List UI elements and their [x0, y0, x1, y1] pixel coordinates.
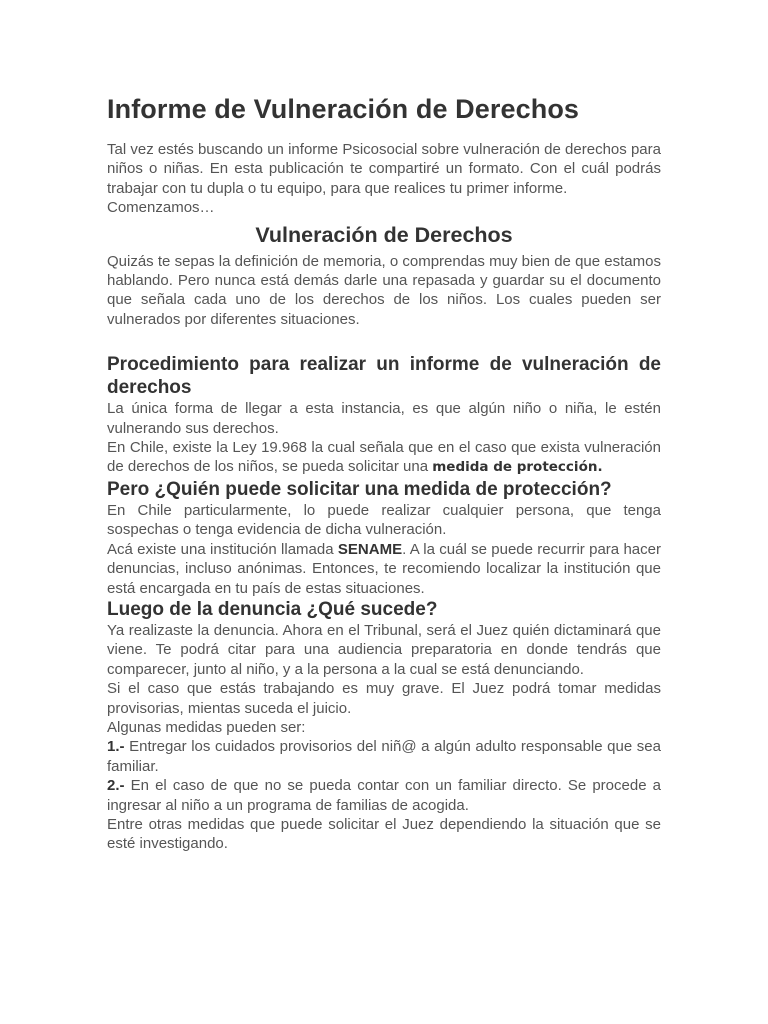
denuncia-paragraph-4: Entre otras medidas que puede solicitar el Juez dependiendo la situación que se esté investigando.: [107, 815, 661, 853]
list-item-text: En el caso de que no se pueda contar con un familiar directo. Se procede a ingresar al niño a un programa de familias de acogida.: [107, 777, 661, 814]
section-heading-procedimiento: Procedimiento para realizar un informe de vulneración de derechos: [107, 354, 661, 399]
section-vulneracion-paragraph: Quizás te sepas la definición de memoria, o comprendas muy bien de que estamos hablando. Pero nunca está demás darle una repasada y guardar su el documento que señala cada uno de los derechos de los niños. Los cuales pueden ser vulnerados por diferentes situaciones.: [107, 252, 661, 328]
intro-paragraph: Tal vez estés buscando un informe Psicosocial sobre vulneración de derechos para niños o niñas. En esta publicación te compartiré un formato. Con el cuál podrás trabajar con tu dupla o tu equipo, para que realices tu primer informe.: [107, 141, 661, 197]
quien-puede-paragraph-1: En Chile particularmente, lo puede realizar cualquier persona, que tenga sospechas o tenga evidencia de dicha vulneración.: [107, 501, 661, 539]
list-item-number: 1.-: [107, 738, 125, 756]
list-item-text: Entregar los cuidados provisorios del niñ@ a algún adulto responsable que sea familiar.: [107, 738, 661, 775]
section-heading-quien-puede: Pero ¿Quién puede solicitar una medida de protección?: [107, 478, 612, 500]
list-item: [107, 776, 661, 815]
denuncia-paragraph-2: Si el caso que estás trabajando es muy grave. El Juez podrá tomar medidas provisorias, mientas suceda el juicio.: [107, 680, 661, 717]
quien-puede-paragraph-2: [107, 540, 661, 598]
sename-bold: SENAME: [337, 540, 403, 558]
medida-proteccion-bold: medida de protección.: [432, 459, 603, 476]
section-heading-denuncia: Luego de la denuncia ¿Qué sucede?: [107, 598, 438, 620]
intro-closing: Comenzamos…: [107, 199, 215, 217]
denuncia-paragraph-3: Algunas medidas pueden ser:: [107, 718, 306, 736]
procedimiento-text: En Chile, existe la Ley 19.968 la cual señala que en el caso que exista vulneración de derechos de los niños, se pueda solicitar una: [107, 439, 661, 476]
sename-text-before: Acá existe una institución llamada: [107, 540, 338, 558]
list-item: [107, 737, 661, 776]
page-title: Informe de Vulneración de Derechos: [107, 94, 580, 124]
procedimiento-paragraph-2: [107, 438, 661, 478]
procedimiento-paragraph-1: La única forma de llegar a esta instancia, es que algún niño o niña, le estén vulnerando sus derechos.: [107, 400, 661, 437]
denuncia-paragraph-1: Ya realizaste la denuncia. Ahora en el Tribunal, será el Juez quién dictaminará que viene. Te podrá citar para una audiencia preparatoria en donde tendrás que comparecer, junto al niño, y a la persona a la cual se está denunciando.: [107, 621, 661, 678]
document-content: [107, 88, 661, 854]
list-item-number: 2.-: [107, 777, 125, 795]
section-heading-vulneracion: Vulneración de Derechos: [255, 222, 513, 247]
sename-text-after: . A la cuál se puede recurrir para hacer denuncias, incluso anónimas. Entonces, te recomiendo localizar la institución que está encargada en tu país de estas situaciones.: [107, 540, 661, 597]
spacer: [107, 329, 661, 353]
